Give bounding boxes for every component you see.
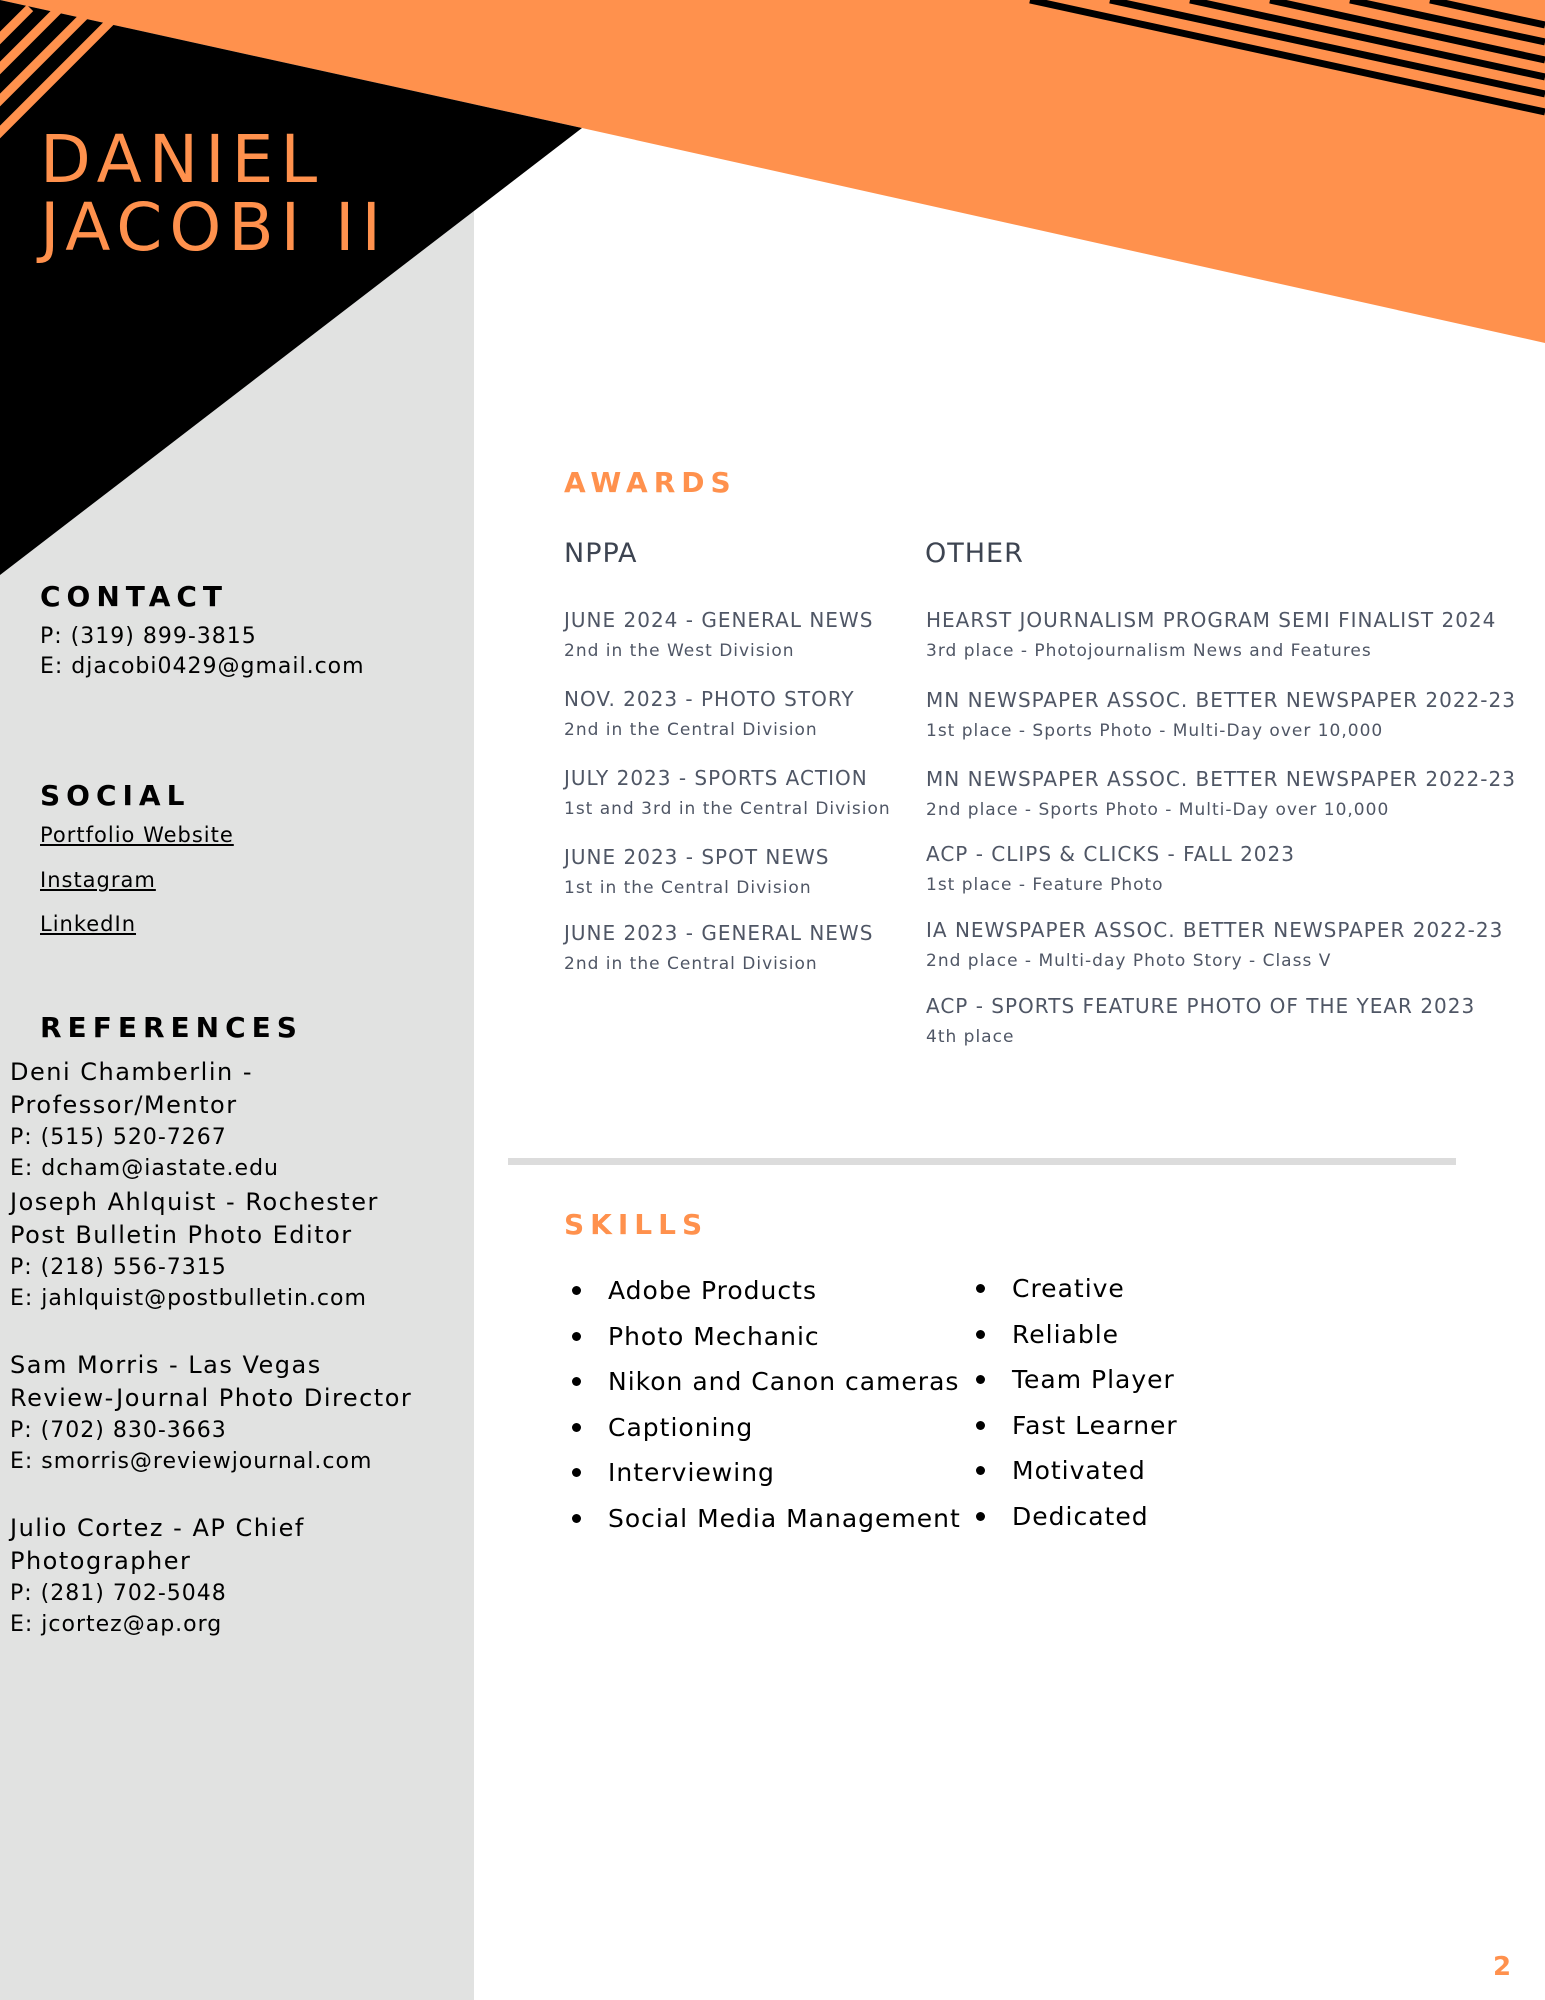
reference-name-continued: Photographer	[10, 1547, 192, 1575]
award-title: ACP - CLIPS & CLICKS - FALL 2023	[926, 842, 1295, 866]
reference-email: E: smorris@reviewjournal.com	[10, 1449, 373, 1474]
award-title: NOV. 2023 - PHOTO STORY	[564, 687, 855, 711]
award-detail: 2nd in the Central Division	[564, 720, 818, 740]
award-title: MN NEWSPAPER ASSOC. BETTER NEWSPAPER 2022-23	[926, 688, 1516, 712]
contact-phone: P: (319) 899-3815	[40, 624, 257, 649]
skill-item: Captioning	[572, 1405, 961, 1451]
references-heading: REFERENCES	[40, 1011, 303, 1044]
skill-item: Fast Learner	[976, 1403, 1178, 1449]
reference-item	[10, 1186, 470, 1314]
reference-item	[10, 1512, 470, 1640]
candidate-name	[40, 121, 388, 266]
award-detail: 1st in the Central Division	[564, 878, 812, 898]
award-title: JUNE 2024 - GENERAL NEWS	[564, 608, 874, 632]
linkedin-link[interactable]: LinkedIn	[40, 912, 137, 936]
reference-name-continued: Post Bulletin Photo Editor	[10, 1221, 353, 1249]
reference-name: Joseph Ahlquist - Rochester	[10, 1188, 379, 1216]
award-detail: 2nd in the Central Division	[564, 954, 818, 974]
award-title: JULY 2023 - SPORTS ACTION	[564, 766, 868, 790]
reference-name: Deni Chamberlin - Professor/Mentor	[10, 1058, 254, 1119]
skills-heading: SKILLS	[564, 1208, 709, 1241]
skill-item: Creative	[976, 1266, 1178, 1312]
award-title: MN NEWSPAPER ASSOC. BETTER NEWSPAPER 2022-23	[926, 767, 1516, 791]
award-title: HEARST JOURNALISM PROGRAM SEMI FINALIST 2024	[926, 608, 1497, 632]
skill-item: Interviewing	[572, 1450, 961, 1496]
nppa-award-item	[564, 921, 873, 974]
instagram-link[interactable]: Instagram	[40, 868, 156, 892]
reference-name: Sam Morris - Las Vegas	[10, 1351, 322, 1379]
award-title: JUNE 2023 - GENERAL NEWS	[564, 921, 874, 945]
skill-item: Social Media Management	[572, 1496, 961, 1542]
skill-item: Photo Mechanic	[572, 1314, 961, 1360]
skill-item: Adobe Products	[572, 1268, 961, 1314]
award-detail: 4th place	[926, 1027, 1015, 1047]
skill-item: Team Player	[976, 1357, 1178, 1403]
nppa-award-item	[564, 687, 855, 740]
contact-block	[40, 622, 365, 682]
reference-phone: P: (281) 702-5048	[10, 1581, 227, 1606]
skill-item: Nikon and Canon cameras	[572, 1359, 961, 1405]
award-title: ACP - SPORTS FEATURE PHOTO OF THE YEAR 2023	[926, 994, 1476, 1018]
skill-item: Reliable	[976, 1312, 1178, 1358]
skill-item: Motivated	[976, 1448, 1178, 1494]
other-award-item	[926, 608, 1496, 661]
skills-list-right	[976, 1266, 1178, 1539]
award-detail: 3rd place - Photojournalism News and Features	[926, 641, 1372, 661]
award-title: JUNE 2023 - SPOT NEWS	[564, 845, 830, 869]
contact-heading: CONTACT	[40, 580, 229, 613]
other-award-item	[926, 842, 1295, 895]
award-detail: 2nd place - Multi-day Photo Story - Class V	[926, 951, 1332, 971]
nppa-award-item	[564, 608, 873, 661]
award-detail: 1st place - Feature Photo	[926, 875, 1164, 895]
award-title: IA NEWSPAPER ASSOC. BETTER NEWSPAPER 2022-23	[926, 918, 1504, 942]
nppa-award-item	[564, 845, 829, 898]
reference-item	[10, 1349, 470, 1477]
reference-phone: P: (515) 520-7267	[10, 1125, 227, 1150]
skill-item: Dedicated	[976, 1494, 1178, 1540]
reference-email: E: jcortez@ap.org	[10, 1612, 223, 1637]
portfolio-website-link[interactable]: Portfolio Website	[40, 823, 234, 847]
skills-list-left	[572, 1268, 961, 1541]
award-detail: 1st and 3rd in the Central Division	[564, 799, 891, 819]
other-award-item	[926, 688, 1516, 741]
contact-email: E: djacobi0429@gmail.com	[40, 654, 365, 679]
name-line-1: DANIEL	[40, 121, 325, 198]
award-detail: 1st place - Sports Photo - Multi-Day over 10,000	[926, 721, 1384, 741]
award-detail: 2nd in the West Division	[564, 641, 795, 661]
nppa-heading: NPPA	[564, 538, 638, 569]
other-award-item	[926, 767, 1516, 820]
reference-email: E: dcham@iastate.edu	[10, 1156, 279, 1181]
awards-heading: AWARDS	[564, 466, 737, 499]
name-line-2: JACOBI II	[40, 189, 388, 266]
other-heading: OTHER	[925, 538, 1024, 569]
reference-name-continued: Review-Journal Photo Director	[10, 1384, 413, 1412]
page-number: 2	[1493, 1952, 1512, 1982]
reference-email: E: jahlquist@postbulletin.com	[10, 1286, 367, 1311]
other-award-item	[926, 918, 1503, 971]
social-heading: SOCIAL	[40, 779, 191, 812]
section-divider	[508, 1158, 1456, 1165]
award-detail: 2nd place - Sports Photo - Multi-Day over 10,000	[926, 800, 1390, 820]
reference-phone: P: (702) 830-3663	[10, 1418, 227, 1443]
other-award-item	[926, 994, 1475, 1047]
reference-item	[10, 1056, 470, 1184]
reference-name: Julio Cortez - AP Chief	[10, 1514, 305, 1542]
nppa-award-item	[564, 766, 891, 819]
reference-phone: P: (218) 556-7315	[10, 1255, 227, 1280]
